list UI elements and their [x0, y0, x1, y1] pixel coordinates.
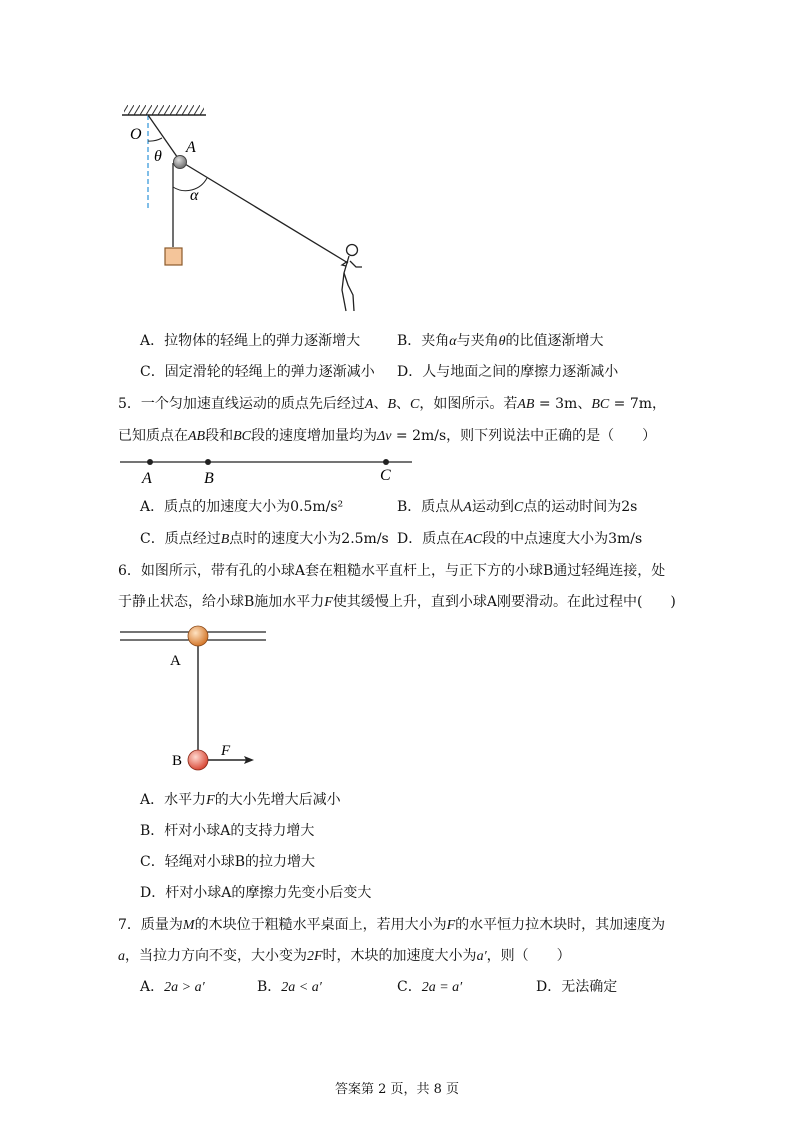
q5-stem-line1: 5．一个匀加速直线运动的质点先后经过A、B、C，如图所示。若AB = 3m、BC = 7m，: [118, 396, 667, 412]
pull-rope: [180, 161, 348, 263]
q6-label-b: B: [172, 753, 183, 769]
pulley-icon: [174, 156, 187, 169]
q5-option-d: D．质点在AC段的中点速度大小为3m/s: [397, 531, 643, 547]
q6-option-a: A．水平力F的大小先增大后减小: [140, 792, 341, 808]
q5-label-c: C: [380, 467, 391, 484]
q7-stem-line2: a，当拉力方向不变，大小变为2F时，木块的加速度大小为a′，则（ ）: [118, 948, 571, 964]
ball-a-icon: [188, 626, 208, 646]
q6-stem-line1: 6．如图所示，带有孔的小球A套在粗糙水平直杆上，与正下方的小球B通过轻绳连接，处: [118, 563, 666, 579]
q7-option-c: C．2a = a′: [397, 979, 463, 995]
q5-point-c: [383, 459, 389, 465]
theta-arc: [148, 138, 162, 141]
q5-label-b: B: [204, 470, 214, 486]
q5-stem-line2: 已知质点在AB段和BC段的速度增加量均为Δv = 2m/s，则下列说法中正确的是（ ）: [118, 428, 657, 444]
label-alpha: α: [190, 187, 199, 204]
q5-point-b: [205, 459, 211, 465]
pulley-diagram: [110, 95, 380, 320]
q6-option-b: B．杆对小球A的支持力增大: [140, 823, 315, 839]
q6-label-f: F: [221, 743, 231, 759]
hanging-block: [165, 248, 182, 265]
q5-line-diagram: [118, 452, 418, 486]
q5-label-a: A: [142, 470, 152, 486]
q6-stem-line2: 于静止状态，给小球B施加水平力F使其缓慢上升，直到小球A刚要滑动。在此过程中( ): [118, 594, 676, 610]
q4-option-b: B．夹角α与夹角θ的比值逐渐增大: [397, 333, 604, 349]
q5-option-c: C．质点经过B点时的速度大小为2.5m/s: [140, 531, 389, 547]
q6-rod-diagram: [118, 620, 278, 780]
q7-option-d: D．无法确定: [536, 979, 618, 995]
label-a: A: [186, 139, 196, 156]
person-figure: [342, 245, 362, 312]
q6-option-d: D．杆对小球A的摩擦力先变小后变大: [140, 885, 372, 901]
label-theta: θ: [154, 148, 162, 165]
q6-label-a: A: [170, 653, 181, 669]
q5-option-a: A．质点的加速度大小为0.5m/s²: [140, 499, 344, 515]
q7-option-b: B．2a < a′: [257, 979, 322, 995]
q5-option-b: B．质点从A运动到C点的运动时间为2s: [397, 499, 638, 515]
q4-option-d: D．人与地面之间的摩擦力逐渐减小: [397, 364, 619, 380]
ceiling-hatch: [124, 105, 204, 115]
q7-stem-line1: 7．质量为M的木块位于粗糙水平桌面上，若用大小为F的水平恒力拉木块时，其加速度为: [118, 917, 666, 933]
q7-option-a: A．2a > a′: [140, 979, 205, 995]
q6-option-c: C．轻绳对小球B的拉力增大: [140, 854, 315, 870]
ball-b-icon: [188, 750, 208, 770]
q4-option-c: C．固定滑轮的轻绳上的弹力逐渐减小: [140, 364, 375, 380]
q4-option-a: A．拉物体的轻绳上的弹力逐渐增大: [140, 333, 361, 349]
page-footer: 答案第 2 页，共 8 页: [334, 1082, 460, 1097]
pulley-support-rope: [148, 115, 180, 161]
label-o: O: [130, 126, 142, 143]
q5-point-a: [147, 459, 153, 465]
